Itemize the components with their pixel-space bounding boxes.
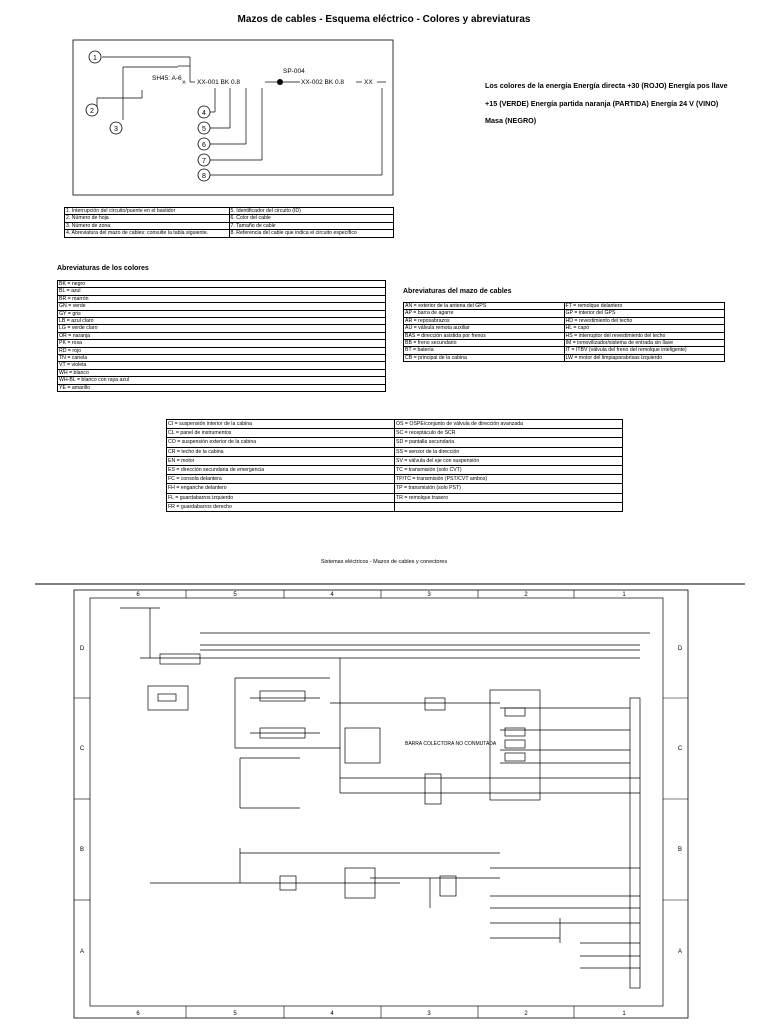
page-title: Mazos de cables - Esquema eléctrico - Colores y abreviaturas — [237, 14, 531, 25]
color-row: GN = verde — [58, 303, 386, 310]
legend-cell: 6. Color del cable — [229, 215, 394, 222]
color-row: TN = canela — [58, 355, 386, 362]
callout-8: 8 — [202, 173, 206, 180]
harness2-cell: CO = suspensión exterior de la cabina — [167, 438, 395, 447]
harness2-cell: FH = enganche delantero — [167, 484, 395, 493]
col-label-top: 3 — [427, 592, 431, 598]
harness2-cell: TP/TC = transmisión (PST/CVT ambos) — [395, 475, 623, 484]
energy-note-text: Los colores de la energía Energía directa +30 (ROJO) Energía pos llave +15 (VERDE) Energía partida naranja (PARTIDA) Energía 24 V (VINO) — [485, 81, 728, 108]
harness2-cell: SD = pantalla secundaria — [395, 438, 623, 447]
harness-cell: FT = remolque delantero — [564, 303, 725, 310]
row-label-left: C — [79, 746, 85, 752]
harness2-cell — [395, 502, 623, 511]
colors-heading: Abreviaturas de los colores — [57, 265, 149, 272]
harness-cell: CB = principal de la cabina — [404, 354, 565, 361]
legend-cell: 7. Tamaño de cable — [229, 222, 394, 229]
col-label-top: 1 — [622, 592, 626, 598]
harness2-cell: FR = guardabarros derecho — [167, 502, 395, 511]
wire-end-label: XX — [364, 79, 373, 86]
col-label-bottom: 3 — [427, 1011, 431, 1017]
row-label-left: D — [79, 646, 85, 652]
callout-6: 6 — [202, 142, 206, 149]
harness-cell: BB = freno secundario — [404, 340, 565, 347]
harness-cell: HD = revestimiento del techo — [564, 317, 725, 324]
col-label-top: 2 — [524, 592, 528, 598]
col-label-top: 6 — [136, 592, 140, 598]
harness2-cell: OS = OSPE/conjunto de válvula de dirección avanzada — [395, 420, 623, 429]
harness-cell: AR = reposabrazos — [404, 317, 565, 324]
color-row: LB = azul claro — [58, 318, 386, 325]
harness2-cell: TR = remolque trasero — [395, 493, 623, 502]
legend-cell: 4. Abreviatura del mazo de cables: consulte la tabla siguiente. — [65, 230, 230, 237]
wiring-schematic — [0, 578, 768, 1024]
color-row: WH-BL = blanco con raya azul — [58, 377, 386, 384]
row-label-right: D — [677, 646, 683, 652]
harness-cell: BT = batería — [404, 347, 565, 354]
harness-cell: AN = exterior de la antena del GPS — [404, 303, 565, 310]
row-label-right: A — [677, 949, 683, 955]
callout-3: 3 — [114, 126, 118, 133]
legend-cell: 2. Número de hoja — [65, 215, 230, 222]
harness-cell: BAS = dirección asistida por frenos — [404, 332, 565, 339]
color-row: GY = gris — [58, 310, 386, 317]
harness-cell: IM = inmovilizador/sistema de entrada sin llave — [564, 340, 725, 347]
color-row: BR = marrón — [58, 295, 386, 302]
schematic-subtitle: Sistemas eléctricos - Mazos de cables y conectores — [320, 559, 448, 565]
col-label-top: 4 — [330, 592, 334, 598]
col-label-bottom: 2 — [524, 1011, 528, 1017]
harness-cell: HL = capó — [564, 325, 725, 332]
harness-heading: Abreviaturas del mazo de cables — [403, 288, 512, 295]
color-row: BK = negro — [58, 281, 386, 288]
wire-label-1: XX-001 BK 0.8 — [197, 79, 240, 86]
harness-cell: HS = interruptor del revestimiento del techo — [564, 332, 725, 339]
harness-table — [403, 302, 725, 362]
harness-cell: AU = válvula remota auxiliar — [404, 325, 565, 332]
color-row: YE = amarillo — [58, 384, 386, 391]
callout-7: 7 — [202, 158, 206, 165]
sheet-zone-label: SH45: A-6 — [152, 75, 182, 82]
callout-1: 1 — [93, 55, 97, 62]
legend-cell: 3. Número de zona — [65, 222, 230, 229]
harness2-cell: SS = sensor de la dirección — [395, 447, 623, 456]
color-row: BL = azul — [58, 288, 386, 295]
harness2-cell: TP = transmisión (solo PST) — [395, 484, 623, 493]
harness-cell: LW = motor del limpiaparabrisas izquierdo — [564, 354, 725, 361]
harness-cell: AP = barra de agarre — [404, 310, 565, 317]
color-row: PK = rosa — [58, 340, 386, 347]
harness2-cell: SC = receptáculo de SCR — [395, 429, 623, 438]
harness2-cell: CL = panel de instrumentos — [167, 429, 395, 438]
callout-legend-table — [64, 207, 394, 238]
harness2-cell: CR = techo de la cabina — [167, 447, 395, 456]
row-label-right: C — [677, 746, 683, 752]
energy-colors-note — [485, 77, 735, 130]
harness-cell: GP = interior del GPS — [564, 310, 725, 317]
col-label-bottom: 4 — [330, 1011, 334, 1017]
ground-note-text: Masa (NEGRO) — [485, 116, 537, 125]
row-label-left: A — [79, 949, 85, 955]
harness2-cell: FL = guardabarros izquierdo — [167, 493, 395, 502]
legend-cell: 5. Identificador del circuito (ID) — [229, 208, 394, 215]
splice-label: SP-004 — [283, 68, 305, 75]
col-label-bottom: 6 — [136, 1011, 140, 1017]
connector-arrow: » — [182, 79, 186, 86]
color-row: VT = violeta — [58, 362, 386, 369]
harness2-cell: SV = válvula del eje con suspensión — [395, 456, 623, 465]
harness2-cell: FC = consola delantera — [167, 475, 395, 484]
legend-cell: 8. Referencia del cable que indica el circuito específico — [229, 230, 394, 237]
wire-label-2: XX-002 BK 0.8 — [301, 79, 344, 86]
harness2-cell: TC = transmisión (solo CVT) — [395, 466, 623, 475]
callout-5: 5 — [202, 126, 206, 133]
color-row: LG = verde claro — [58, 325, 386, 332]
harness-cell: IT = ITBV (válvula del freno del remolque inteligente) — [564, 347, 725, 354]
harness2-cell: ES = dirección secundaria de emergencia — [167, 466, 395, 475]
col-label-top: 5 — [233, 592, 237, 598]
bus-label: BARRA COLECTORA NO CONMUTADA — [405, 741, 497, 747]
harness2-cell: EN = motor — [167, 456, 395, 465]
callout-4: 4 — [202, 110, 206, 117]
col-label-bottom: 5 — [233, 1011, 237, 1017]
callout-2: 2 — [90, 108, 94, 115]
row-label-left: B — [79, 847, 85, 853]
color-row: WH = blanco — [58, 369, 386, 376]
harness-table-2 — [166, 419, 623, 512]
color-row: RD = rojo — [58, 347, 386, 354]
row-label-right: B — [677, 847, 683, 853]
color-row: OR = naranja — [58, 332, 386, 339]
col-label-bottom: 1 — [622, 1011, 626, 1017]
colors-table — [57, 280, 386, 392]
harness2-cell: CI = suspensión interior de la cabina — [167, 420, 395, 429]
legend-cell: 1. Interrupción del circuito/puente en el bastidor — [65, 208, 230, 215]
